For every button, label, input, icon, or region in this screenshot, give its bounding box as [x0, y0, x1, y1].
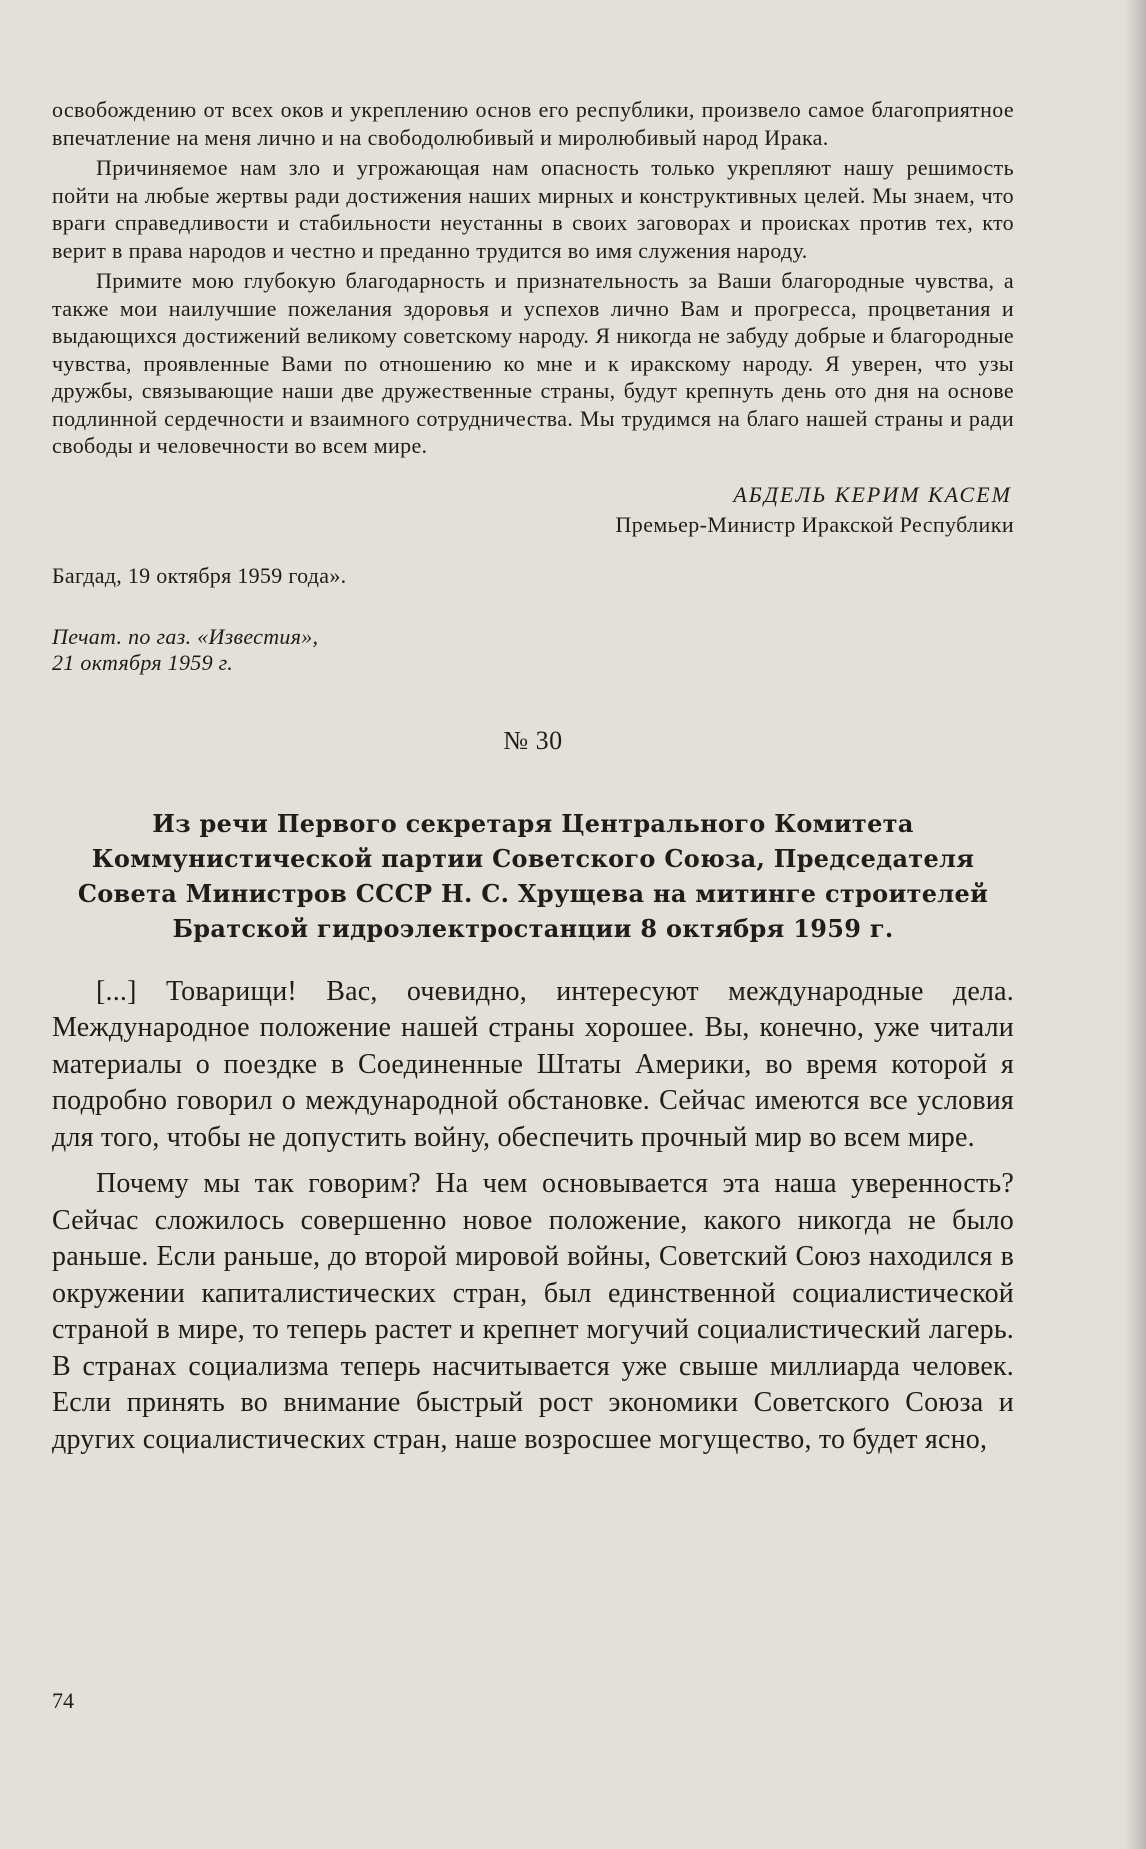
dateline: Багдад, 19 октября 1959 года».: [52, 562, 347, 588]
document-title: Из речи Первого секретаря Центрального Комитета Коммунистической партии Советского Союза, Председателя Совета Министров СССР Н. С. Хрущева на митинге строителей Братской гидроэлектростанции 8 октября 1959 г.: [77, 808, 989, 943]
signature-title: Премьер-Министр Иракской Республики: [615, 511, 1014, 537]
speech-paragraph-1: [...] Товарищи! Вас, очевидно, интересуют международные дела. Международное положение нашей страны хорошее. Вы, конечно, уже читали материалы о поездке в Соединенные Штаты Америки, во время которой я подробно говорил о международной обстановке. Сейчас имеются все условия для того, чтобы не допустить войну, обеспечить прочный мир во всем мире.: [52, 975, 1014, 1153]
signature-block: [52, 480, 1014, 540]
page-number: 74: [52, 1688, 74, 1713]
page-content: [52, 96, 1014, 1458]
signature-name: АБДЕЛЬ КЕРИМ КАСЕМ: [733, 481, 1012, 507]
letter-paragraph-2: Причиняемое нам зло и угрожающая нам опасность только укрепляют нашу решимость пойти на любые жертвы ради достижения наших мирных и конструктивных целей. Мы знаем, что враги справедливости и стабильности неустанны в своих заговорах и происках против тех, кто верит в права народов и честно и преданно трудится во имя служения народу.: [52, 155, 1014, 263]
source-line-1: Печат. по газ. «Известия»,: [52, 623, 319, 649]
letter-paragraph-1: освобождению от всех оков и укреплению основ его республики, произвело самое благоприятное впечатление на меня лично и на свободолюбивый и миролюбивый народ Ирака.: [52, 97, 1014, 150]
source-citation: [52, 624, 1014, 676]
speech-paragraph-2: Почему мы так говорим? На чем основывается эта наша уверенность? Сейчас сложилось совершенно новое положение, какого никогда не было раньше. Если раньше, до второй мировой войны, Советский Союз находился в окружении капиталистических стран, был единственной социалистической страной в мире, то теперь растет и крепнет могучий социалистический лагерь. В странах социализма теперь насчитывается уже свыше миллиарда человек. Если принять во внимание быстрый рост экономики Советского Союза и других социалистических стран, наше возросшее могущество, то будет ясно,: [52, 1168, 1014, 1455]
document-number: № 30: [503, 725, 563, 755]
letter-paragraph-3: Примите мою глубокую благодарность и признательность за Ваши благородные чувства, а также мои наилучшие пожелания здоровья и успехов лично Вам и прогресса, процветания и выдающихся достижений великому советскому народу. Я никогда не забуду добрые и благородные чувства, проявленные Вами по отношению ко мне и к иракскому народу. Я уверен, что узы дружбы, связывающие наши две дружественные страны, будут крепнуть день ото дня на основе подлинной сердечности и взаимного сотрудничества. Мы трудимся на благо нашей страны и ради свободы и человечности во всем мире.: [52, 268, 1014, 458]
source-line-2: 21 октября 1959 г.: [52, 649, 234, 675]
